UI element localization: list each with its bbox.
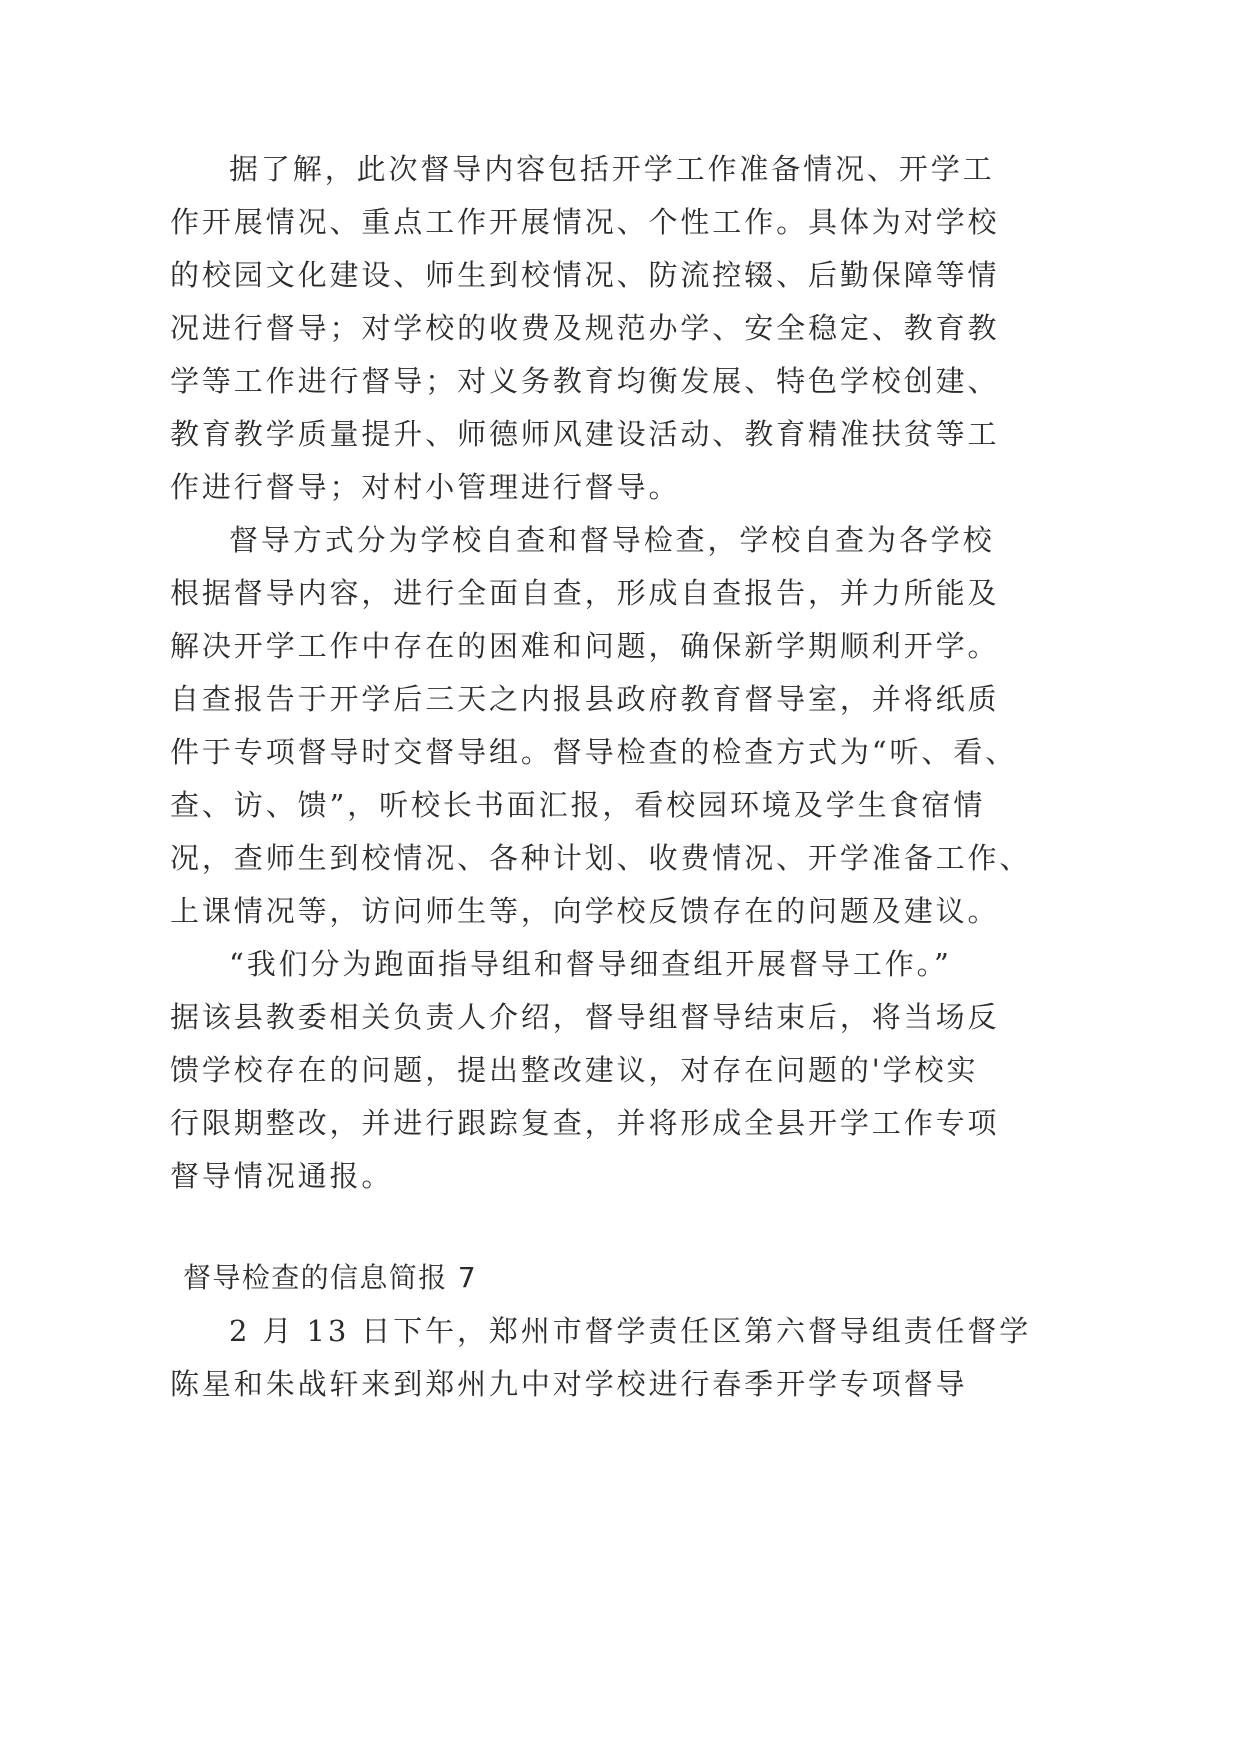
section-heading: 督导检查的信息简报 7	[183, 1261, 478, 1294]
body-text-line: 学等工作进行督导；对义务教育均衡发展、特色学校创建、	[170, 364, 1000, 398]
body-text-line: 据该县教委相关负责人介绍，督导组督导结束后，将当场反	[170, 1000, 1000, 1034]
body-text-line: 查、访、馈”，听校长书面汇报，看校园环境及学生食宿情	[170, 788, 986, 822]
body-text-line: 作开展情况、重点工作开展情况、个性工作。具体为对学校	[170, 205, 1000, 239]
body-text-line: 件于专项督导时交督导组。督导检查的检查方式为“听、看、	[170, 735, 1018, 769]
body-text-line: 上课情况等，访问师生等，向学校反馈存在的问题及建议。	[170, 894, 1000, 928]
body-text-line: “我们分为跑面指导组和督导细查组开展督导工作。”	[229, 947, 952, 981]
body-text-line: 作进行督导；对村小管理进行督导。	[170, 470, 681, 504]
body-text-line: 督导情况通报。	[170, 1159, 394, 1193]
body-text-line: 2 月 13 日下午，郑州市督学责任区第六督导组责任督学	[229, 1314, 1032, 1348]
body-text-line: 教育教学质量提升、师德师风建设活动、教育精准扶贫等工	[170, 417, 1000, 451]
body-text-line: 行限期整改，并进行跟踪复查，并将形成全县开学工作专项	[170, 1106, 1000, 1140]
body-text-line: 馈学校存在的问题，提出整改建议，对存在问题的'学校实	[170, 1053, 979, 1087]
body-text-line: 的校园文化建设、师生到校情况、防流控辍、后勤保障等情	[170, 258, 1000, 292]
body-text-line: 自查报告于开学后三天之内报县政府教育督导室，并将纸质	[170, 682, 1000, 716]
body-text-line: 陈星和朱战轩来到郑州九中对学校进行春季开学专项督导	[170, 1367, 968, 1401]
body-text-line: 况进行督导；对学校的收费及规范办学、安全稳定、教育教	[170, 311, 1000, 345]
body-text-line: 解决开学工作中存在的困难和问题，确保新学期顺利开学。	[170, 629, 1000, 663]
body-text-line: 根据督导内容，进行全面自查，形成自查报告，并力所能及	[170, 576, 1000, 610]
body-text-line: 据了解，此次督导内容包括开学工作准备情况、开学工	[229, 152, 995, 186]
body-text-line: 况，查师生到校情况、各种计划、收费情况、开学准备工作、	[170, 841, 1032, 875]
body-text-line: 督导方式分为学校自查和督导检查，学校自查为各学校	[229, 523, 995, 557]
